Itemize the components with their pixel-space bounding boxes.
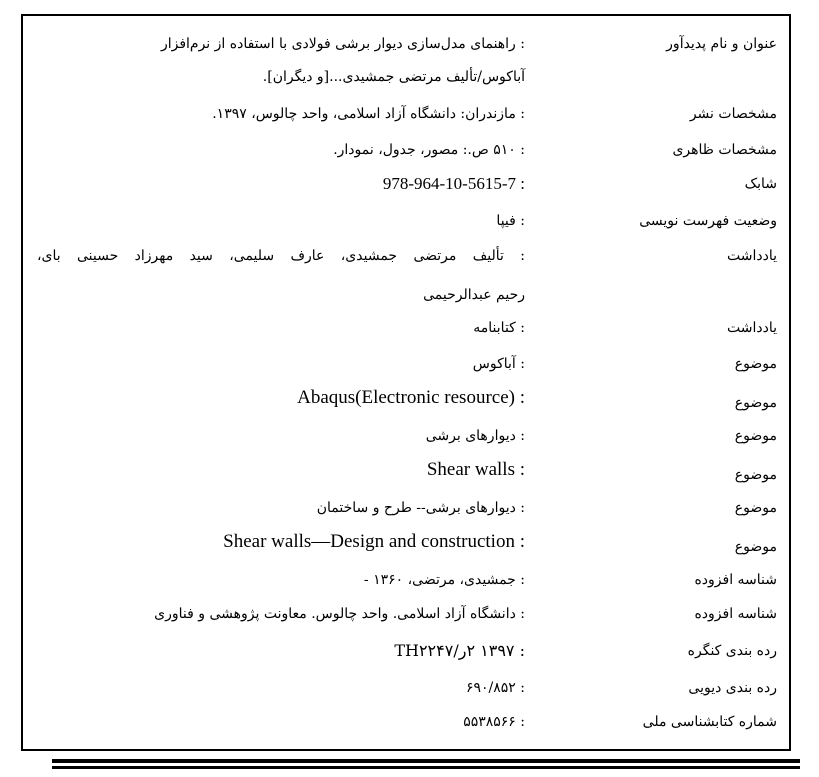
record-value: : ۵۵۳۸۵۶۶ bbox=[463, 714, 525, 730]
record-dewey-classification bbox=[0, 678, 819, 714]
record-label: رده بندی دیویی bbox=[688, 680, 777, 696]
record-value: : دیوارهای برشی bbox=[425, 428, 525, 444]
record-value: Abaqus(Electronic resource) : bbox=[297, 387, 525, 408]
record-value: Shear walls—Design and construction : bbox=[223, 531, 525, 552]
record-lc-classification bbox=[0, 641, 819, 677]
record-value: : جمشیدی، مرتضی، ۱۳۶۰ - bbox=[363, 572, 525, 588]
record-publication bbox=[0, 104, 819, 140]
record-subject bbox=[0, 498, 819, 534]
record-label: موضوع bbox=[734, 428, 777, 444]
record-value: : فیپا bbox=[496, 213, 525, 229]
record-value: : دانشگاه آزاد اسلامی. واحد چالوس. معاونت پژوهشی و فناوری bbox=[154, 606, 525, 622]
record-title bbox=[0, 34, 819, 70]
record-label: شماره کتابشناسی ملی bbox=[642, 714, 777, 730]
record-value: : دیوارهای برشی-- طرح و ساختمان bbox=[316, 500, 525, 516]
record-label: موضوع bbox=[734, 539, 777, 555]
record-value-continued: آباکوس/تألیف مرتضی جمشیدی...[و دیگران]. bbox=[262, 69, 525, 85]
record-subject bbox=[0, 354, 819, 390]
record-label: یادداشت bbox=[727, 248, 777, 264]
record-subject bbox=[0, 388, 819, 424]
record-label: مشخصات ظاهری bbox=[672, 142, 777, 158]
record-value-continued: رحیم عبدالرحیمی bbox=[423, 287, 525, 303]
record-added-entry bbox=[0, 604, 819, 640]
record-label: عنوان و نام پدیدآور bbox=[666, 36, 777, 52]
record-added-entry bbox=[0, 570, 819, 606]
record-value: : کتابنامه bbox=[473, 320, 525, 336]
record-subject bbox=[0, 460, 819, 496]
record-subject bbox=[0, 426, 819, 462]
record-label: شناسه افزوده bbox=[694, 606, 777, 622]
record-label: شناسه افزوده bbox=[694, 572, 777, 588]
bottom-rule-thick bbox=[52, 759, 800, 763]
record-label: موضوع bbox=[734, 467, 777, 483]
record-isbn bbox=[0, 174, 819, 210]
record-label: موضوع bbox=[734, 356, 777, 372]
record-value: : مازندران: دانشگاه آزاد اسلامی، واحد چالوس، ۱۳۹۷. bbox=[212, 106, 525, 122]
record-note-authors bbox=[0, 246, 819, 282]
record-label: مشخصات نشر bbox=[689, 106, 777, 122]
record-value: : آباکوس bbox=[472, 356, 525, 372]
record-national-number bbox=[0, 712, 819, 748]
record-physical bbox=[0, 140, 819, 176]
record-note-bibliography bbox=[0, 318, 819, 354]
record-cataloging-status bbox=[0, 211, 819, 247]
record-value: : تألیف مرتضی جمشیدی، عارف سلیمی، سید مهرزاد حسینی بای، bbox=[37, 248, 525, 264]
record-subject bbox=[0, 532, 819, 568]
record-label: وضعیت فهرست نویسی bbox=[639, 213, 777, 229]
record-value: : ۶۹۰/۸۵۲ bbox=[465, 680, 525, 696]
record-label: رده بندی کنگره bbox=[687, 643, 777, 659]
record-label: موضوع bbox=[734, 395, 777, 411]
record-value: : 978-964-10-5615-7 bbox=[382, 174, 525, 193]
bottom-rule-thin bbox=[52, 766, 800, 769]
record-value: : راهنمای مدل‌سازی دیوار برشی فولادی با استفاده از نرم‌افزار bbox=[160, 36, 525, 52]
record-label: یادداشت bbox=[727, 320, 777, 336]
record-label: شابک bbox=[744, 176, 777, 192]
record-value: : ۵۱۰ ص.: مصور، جدول، نمودار. bbox=[333, 142, 525, 158]
record-label: موضوع bbox=[734, 500, 777, 516]
record-value: Shear walls : bbox=[426, 459, 525, 480]
record-value: : ۱۳۹۷ ۲ر/TH۲۲۴۷ bbox=[394, 641, 525, 660]
